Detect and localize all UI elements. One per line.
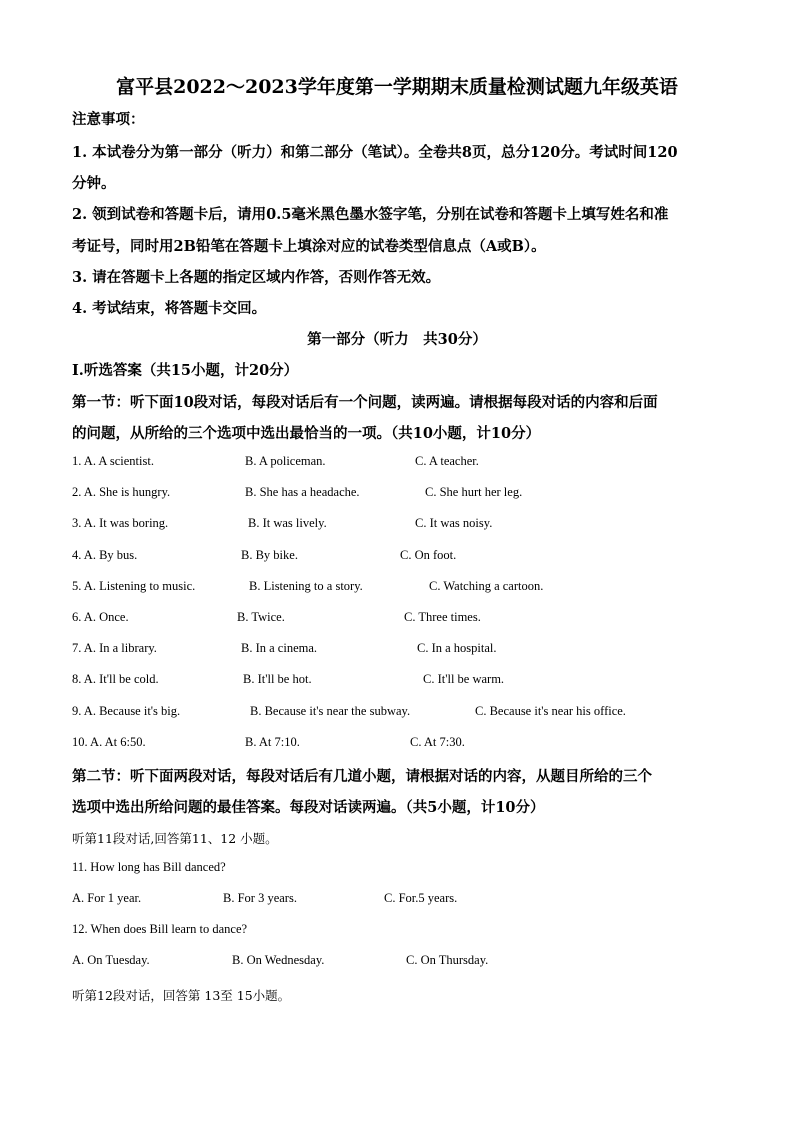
option-b: B. Listening to a story.: [249, 579, 363, 593]
option-a: 10. A. At 6:50.: [72, 735, 146, 749]
note-1-line-2: 分钟。: [72, 175, 116, 192]
dialogue-11-instruction: 听第11段对话,回答第11、12 小题。: [72, 831, 278, 846]
option-a: A. On Tuesday.: [72, 953, 150, 967]
option-c: C. She hurt her leg.: [425, 485, 523, 499]
page-title: 富平县2022～2023学年度第一学期期末质量检测试题九年级英语: [116, 76, 678, 98]
option-b: B. By bike.: [241, 548, 298, 562]
option-c: C. Because it's near his office.: [475, 704, 626, 718]
sec1-instructions-line-1: 第一节：听下面10段对话，每段对话后有一个问题，读两遍。请根据每段对话的内容和后面: [72, 394, 658, 411]
dialogue-12-instruction: 听第12段对话，回答第 13至 15小题。: [72, 988, 291, 1003]
option-c: C. A teacher.: [415, 454, 479, 468]
option-c: C. It was noisy.: [415, 516, 493, 530]
option-a: 6. A. Once.: [72, 610, 129, 624]
option-b: B. It was lively.: [248, 516, 327, 530]
option-c: C. Watching a cartoon.: [429, 579, 544, 593]
option-b: B. Twice.: [237, 610, 285, 624]
note-1-line-1: 1. 本试卷分为第一部分（听力）和第二部分（笔试）。全卷共8页，总分120分。考试时间120: [72, 144, 678, 161]
option-a: 1. A. A scientist.: [72, 454, 154, 468]
option-b: B. She has a headache.: [245, 485, 360, 499]
option-a: A. For 1 year.: [72, 891, 142, 905]
option-a: 2. A. She is hungry.: [72, 485, 171, 499]
option-a: 8. A. It'll be cold.: [72, 672, 159, 686]
note-2-line-2: 考证号，同时用2B铅笔在答题卡上填涂对应的试卷类型信息点（A或B）。: [72, 238, 546, 255]
sec2-instructions-line-1: 第二节：听下面两段对话，每段对话后有几道小题，请根据对话的内容，从题目所给的三个: [72, 768, 652, 785]
option-b: B. At 7:10.: [245, 735, 300, 749]
option-a: 7. A. In a library.: [72, 641, 157, 655]
note-3: 3. 请在答题卡上各题的指定区域内作答，否则作答无效。: [72, 269, 441, 286]
option-a: 9. A. Because it's big.: [72, 704, 181, 718]
option-b: B. In a cinema.: [241, 641, 318, 655]
option-a: 3. A. It was boring.: [72, 516, 169, 530]
option-c: C. It'll be warm.: [423, 672, 505, 686]
option-b: B. It'll be hot.: [243, 672, 312, 686]
option-a: 4. A. By bus.: [72, 548, 138, 562]
question-12: 12. When does Bill learn to dance?: [72, 922, 248, 936]
sec1-instructions-line-2: 的问题，从所给的三个选项中选出最恰当的一项。（共10小题，计10分）: [72, 425, 541, 442]
option-a: 5. A. Listening to music.: [72, 579, 196, 593]
note-2-line-1: 2. 领到试卷和答题卡后，请用0.5毫米黑色墨水签字笔，分别在试卷和答题卡上填写姓名和准: [72, 206, 669, 223]
section-1-heading: Ⅰ.听选答案（共15小题，计20分）: [72, 362, 299, 379]
option-b: B. On Wednesday.: [232, 953, 325, 967]
sec2-instructions-line-2: 选项中选出所给问题的最佳答案。每段对话读两遍。（共5小题，计10分）: [72, 799, 545, 816]
notes-heading: 注意事项：: [72, 111, 145, 128]
option-c: C. Three times.: [404, 610, 481, 624]
option-c: C. On foot.: [400, 548, 457, 562]
option-c: C. For.5 years.: [384, 891, 458, 905]
note-4: 4. 考试结束，将答题卡交回。: [72, 300, 267, 317]
option-c: C. At 7:30.: [410, 735, 465, 749]
option-b: B. Because it's near the subway.: [250, 704, 411, 718]
question-11: 11. How long has Bill danced?: [72, 860, 226, 874]
option-c: C. In a hospital.: [417, 641, 497, 655]
part1-heading: 第一部分（听力 共30分）: [307, 331, 487, 348]
option-c: C. On Thursday.: [406, 953, 489, 967]
option-b: B. For 3 years.: [223, 891, 297, 905]
option-b: B. A policeman.: [245, 454, 326, 468]
